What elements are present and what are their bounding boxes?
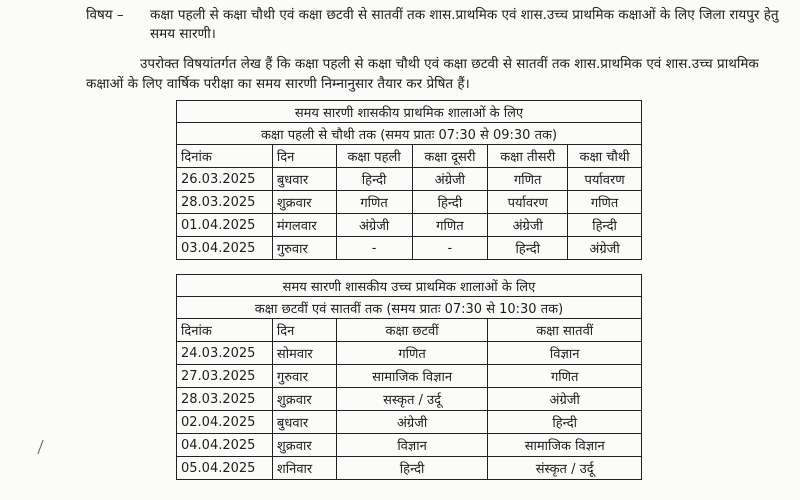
date-cell: 28.03.2025 [177, 388, 273, 411]
subject-text: कक्षा पहली से कक्षा चौथी एवं कक्षा छटवी से सातवीं तक शास.प्राथमिक एवं शास.उच्च प्राथमिक कक्षाओं के लिए जिला रायपुर हेतु समय सारणी। [150, 7, 779, 42]
header-cell: कक्षा चौथी [568, 145, 642, 168]
day-cell: शुक्रवार [272, 191, 336, 214]
subject-cell: अंग्रेजी [488, 388, 642, 411]
subject-cell: हिन्दी [412, 191, 488, 214]
date-cell: 02.04.2025 [177, 411, 273, 434]
margin-mark [37, 440, 51, 454]
table-row [177, 411, 642, 434]
date-cell: 28.03.2025 [177, 191, 273, 214]
primary-title: समय सारणी शासकीय प्राथमिक शालाओं के लिए [177, 101, 642, 123]
header-cell: कक्षा तीसरी [488, 145, 568, 168]
day-cell: सोमवार [272, 342, 336, 365]
header-cell: कक्षा छटवीं [336, 319, 488, 342]
subject-cell: हिन्दी [336, 457, 488, 480]
subject-cell: पर्यावरण [488, 191, 568, 214]
header-cell: दिनांक [177, 319, 273, 342]
table-row [177, 237, 642, 260]
table-row [177, 388, 642, 411]
subject-cell: अंग्रेजी [336, 411, 488, 434]
subject-cell: अंग्रेजी [568, 237, 642, 260]
table-row [177, 457, 642, 480]
subject-cell: गणित [336, 191, 412, 214]
body-paragraph: उपरोक्त विषयांतर्गत लेख हैं कि कक्षा पहली से कक्षा चौथी एवं कक्षा छटवी से सातवीं तक शास.प्राथमिक एवं शास.उच्च प्राथमिक कक्षाओं के लिए वार्षिक परीक्षा का समय सारणी निम्नानुसार तैयार कर प्रेषित हैं। [86, 56, 759, 92]
subject-cell: हिन्दी [336, 168, 412, 191]
subject-cell: सामाजिक विज्ञान [336, 365, 488, 388]
header-cell: दिनांक [177, 145, 273, 168]
table-row [177, 214, 642, 237]
day-cell: गुरुवार [272, 365, 336, 388]
subject-cell: सामाजिक विज्ञान [488, 434, 642, 457]
subject-cell: गणित [488, 168, 568, 191]
subject-cell: हिन्दी [568, 214, 642, 237]
subject-cell: अंग्रेजी [412, 168, 488, 191]
header-cell: कक्षा पहली [336, 145, 412, 168]
subject-line [86, 6, 786, 44]
subject-cell: गणित [412, 214, 488, 237]
header-cell: दिन [272, 319, 336, 342]
upper-title: समय सारणी शासकीय उच्च प्राथमिक शालाओं के लिए [177, 275, 642, 297]
date-cell: 04.04.2025 [177, 434, 273, 457]
date-cell: 24.03.2025 [177, 342, 273, 365]
date-cell: 05.04.2025 [177, 457, 273, 480]
day-cell: मंगलवार [272, 214, 336, 237]
table-row [177, 342, 642, 365]
table-row [177, 191, 642, 214]
subject-cell: अंग्रेजी [336, 214, 412, 237]
subject-cell: गणित [488, 365, 642, 388]
header-cell: कक्षा दूसरी [412, 145, 488, 168]
day-cell: शुक्रवार [272, 434, 336, 457]
day-cell: बुधवार [272, 168, 336, 191]
header-cell: दिन [272, 145, 336, 168]
upper-primary-timetable [176, 274, 642, 480]
primary-subtitle: कक्षा पहली से चौथी तक (समय प्रातः 07:30 से 09:30 तक) [177, 123, 642, 145]
primary-header-row [177, 145, 642, 168]
subject-cell: हिन्दी [488, 237, 568, 260]
subject-cell: सस्कृत / उर्दू [336, 388, 488, 411]
date-cell: 03.04.2025 [177, 237, 273, 260]
subject-cell: पर्यावरण [568, 168, 642, 191]
subject-cell: संस्कृत / उर्दू [488, 457, 642, 480]
subject-cell: गणित [568, 191, 642, 214]
table-row [177, 434, 642, 457]
header-cell: कक्षा सातवीं [488, 319, 642, 342]
table-row [177, 365, 642, 388]
day-cell: गुरुवार [272, 237, 336, 260]
subject-cell: विज्ञान [488, 342, 642, 365]
day-cell: शुक्रवार [272, 388, 336, 411]
date-cell: 27.03.2025 [177, 365, 273, 388]
subject-label: विषय – [86, 7, 124, 23]
day-cell: बुधवार [272, 411, 336, 434]
day-cell: शनिवार [272, 457, 336, 480]
date-cell: 01.04.2025 [177, 214, 273, 237]
subject-cell: हिन्दी [488, 411, 642, 434]
subject-cell: - [412, 237, 488, 260]
subject-cell: विज्ञान [336, 434, 488, 457]
date-cell: 26.03.2025 [177, 168, 273, 191]
upper-header-row [177, 319, 642, 342]
subject-cell: अंग्रेजी [488, 214, 568, 237]
table-row [177, 168, 642, 191]
subject-cell: गणित [336, 342, 488, 365]
primary-timetable [176, 100, 642, 260]
subject-cell: - [336, 237, 412, 260]
upper-subtitle: कक्षा छटवीं एवं सातवीं तक (समय प्रातः 07:30 से 10:30 तक) [177, 297, 642, 319]
